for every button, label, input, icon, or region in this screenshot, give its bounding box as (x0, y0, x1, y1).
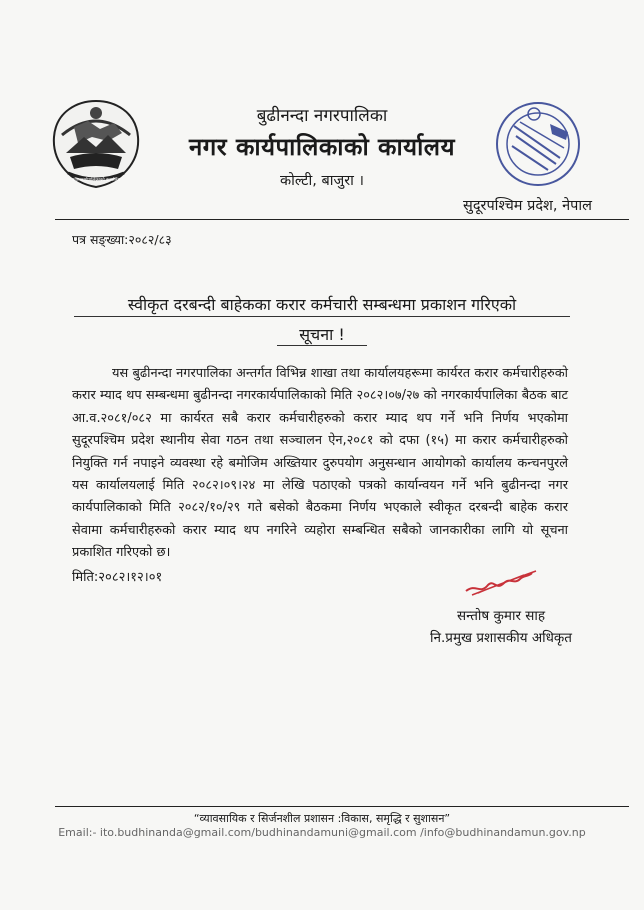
reference-number: पत्र सङ्ख्या:२०८२/८३ (72, 232, 172, 247)
signature (462, 565, 540, 599)
municipality-name: बुढीनन्दा नगरपालिका (256, 106, 388, 126)
footer-divider (55, 806, 629, 807)
signatory-designation: नि.प्रमुख प्रशासकीय अधिकृत (429, 630, 572, 646)
office-address: कोल्टी, बाजुरा । (279, 173, 365, 189)
body-paragraph: यस बुढीनन्दा नगरपालिका अन्तर्गत विभिन्न शाखा तथा कार्यालयहरूमा कार्यरत करार कर्मचारीहरुको करार म्याद थप सम्बन्धमा बुढीनन्दा नगरकार्यपालिकाको मिति २०८२।०७/२७ को नगरकार्यपालिका बैठक बाट आ.व.२०८१/०८२ मा कार्यरत सबै करार कर्मचारीहरुको करार म्याद थप गर्ने भनि निर्णय भएकोमा सुदूरपश्चिम प्रदेश स्थानीय सेवा गठन तथा सञ्चालन ऐन,२०८१ को दफा (१५) मा करार कर्मचारीहरुको नियुक्ति गर्न नपाइने व्यवस्था रहे बमोजिम अख्तियार दुरुपयोग अनुसन्धान आयोगको कार्यालय कन्चनपुरले यस कार्यालयलाई मिति २०८२।०९।२४ मा लेखि पठाएको पत्रको कार्यान्वयन गर्ने भनि बुढीनन्दा नगर कार्यपालिकाको मिति २०८२/१०/२९ गते बसेको बैठकमा निर्णय भएकाले स्वीकृत दरबन्दी बाहेक करार सेवामा कर्मचारीहरुको करार म्याद थप नगरिने व्यहोरा सम्बन्धित सबैको जानकारीका लागि यो सूचना प्रकाशित गरिएको छ। (72, 366, 568, 561)
notice-body (72, 363, 568, 565)
notice-title-suffix: सूचना ! (299, 325, 345, 344)
title-underline-short (277, 345, 367, 346)
svg-text:नगर कार्यपालिकाको कार्यालय: नगर कार्यपालिकाको कार्यालय (71, 178, 121, 183)
signatory-name: सन्तोष कुमार साह (456, 608, 546, 624)
notice-date: मिति:२०८२।१२।०१ (72, 570, 163, 585)
footer-email: Email:- ito.budhinanda@gmail.com/budhinandamuni@gmail.com /info@budhinandamun.gov.np (58, 826, 586, 839)
title-underline (74, 316, 570, 317)
footer-motto: “व्यावसायिक र सिर्जनशील प्रशासन :विकास, समृद्धि र सुशासन” (193, 812, 451, 825)
province-address: सुदूरपश्चिम प्रदेश, नेपाल (463, 198, 592, 214)
header-divider (55, 219, 629, 220)
office-name: नगर कार्यपालिकाको कार्यालय (188, 133, 456, 161)
notice-title: स्वीकृत दरबन्दी बाहेकका करार कर्मचारी सम्बन्धमा प्रकाशन गरिएको (127, 295, 517, 314)
